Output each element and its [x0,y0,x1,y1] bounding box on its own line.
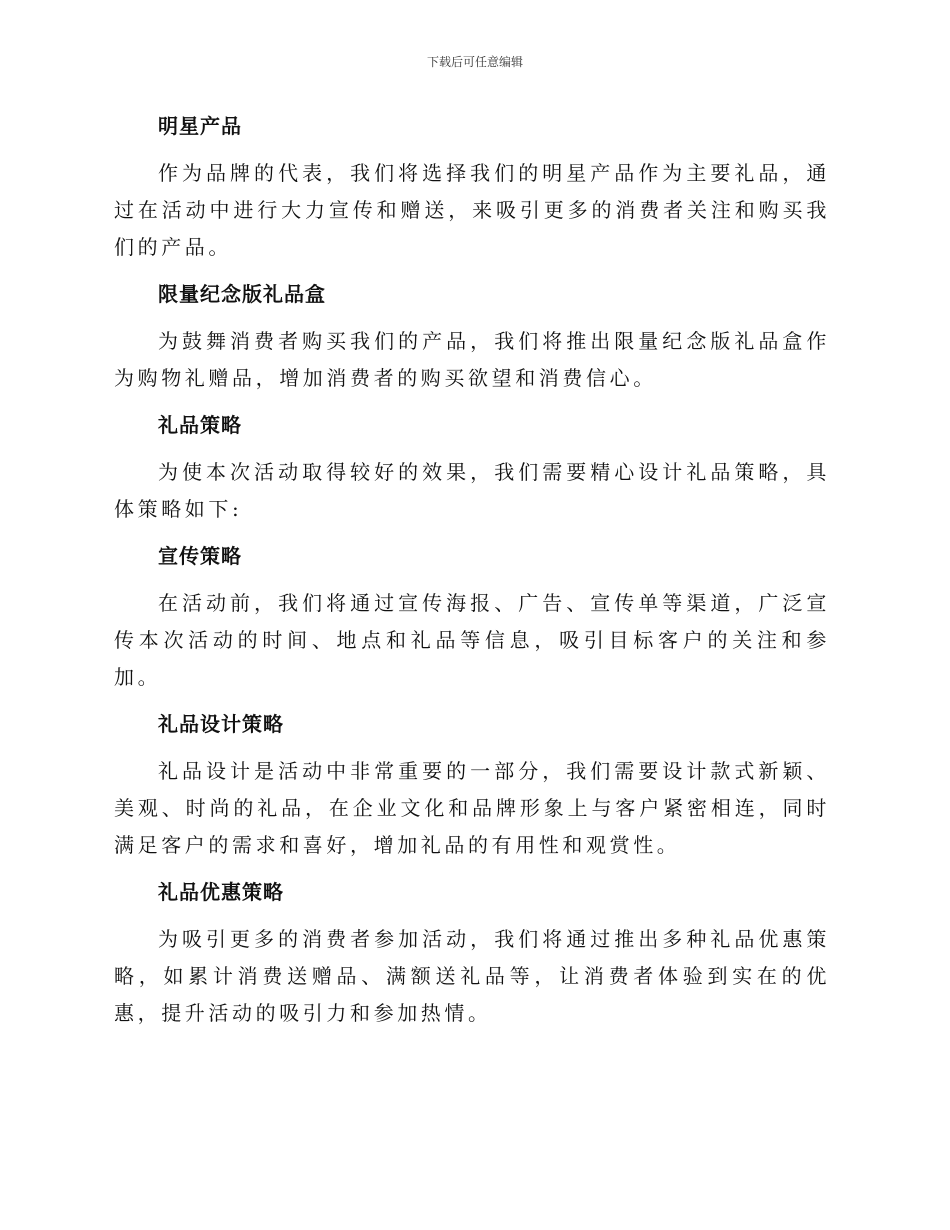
paragraph-star-product: 作为品牌的代表，我们将选择我们的明星产品作为主要礼品，通过在活动中进行大力宣传和赠送，来吸引更多的消费者关注和购买我们的产品。 [114,161,830,259]
paragraph-limited-gift-box: 为鼓舞消费者购买我们的产品，我们将推出限量纪念版礼品盒作为购物礼赠品，增加消费者的购买欲望和消费信心。 [114,329,830,390]
paragraph-gift-discount-strategy: 为吸引更多的消费者参加活动，我们将通过推出多种礼品优惠策略，如累计消费送赠品、满额送礼品等，让消费者体验到实在的优惠，提升活动的吸引力和参加热情。 [114,927,830,1025]
paragraph-gift-strategy: 为使本次活动取得较好的效果，我们需要精心设计礼品策略，具体策略如下: [114,460,830,521]
section-heading-gift-strategy: 礼品策略 [158,413,242,437]
section-heading-gift-design-strategy: 礼品设计策略 [158,712,284,736]
page-header-note: 下载后可任意编辑 [426,55,523,69]
section-heading-star-product: 明星产品 [158,114,242,138]
section-heading-gift-discount-strategy: 礼品优惠策略 [158,880,284,904]
section-heading-promotion-strategy: 宣传策略 [158,544,242,568]
paragraph-gift-design-strategy: 礼品设计是活动中非常重要的一部分，我们需要设计款式新颖、美观、时尚的礼品，在企业文化和品牌形象上与客户紧密相连，同时满足客户的需求和喜好，增加礼品的有用性和观赏性。 [114,759,830,857]
document-body [114,108,830,1032]
section-heading-limited-gift-box: 限量纪念版礼品盒 [158,282,326,306]
paragraph-promotion-strategy: 在活动前，我们将通过宣传海报、广告、宣传单等渠道，广泛宣传本次活动的时间、地点和礼品等信息，吸引目标客户的关注和参加。 [114,591,830,689]
